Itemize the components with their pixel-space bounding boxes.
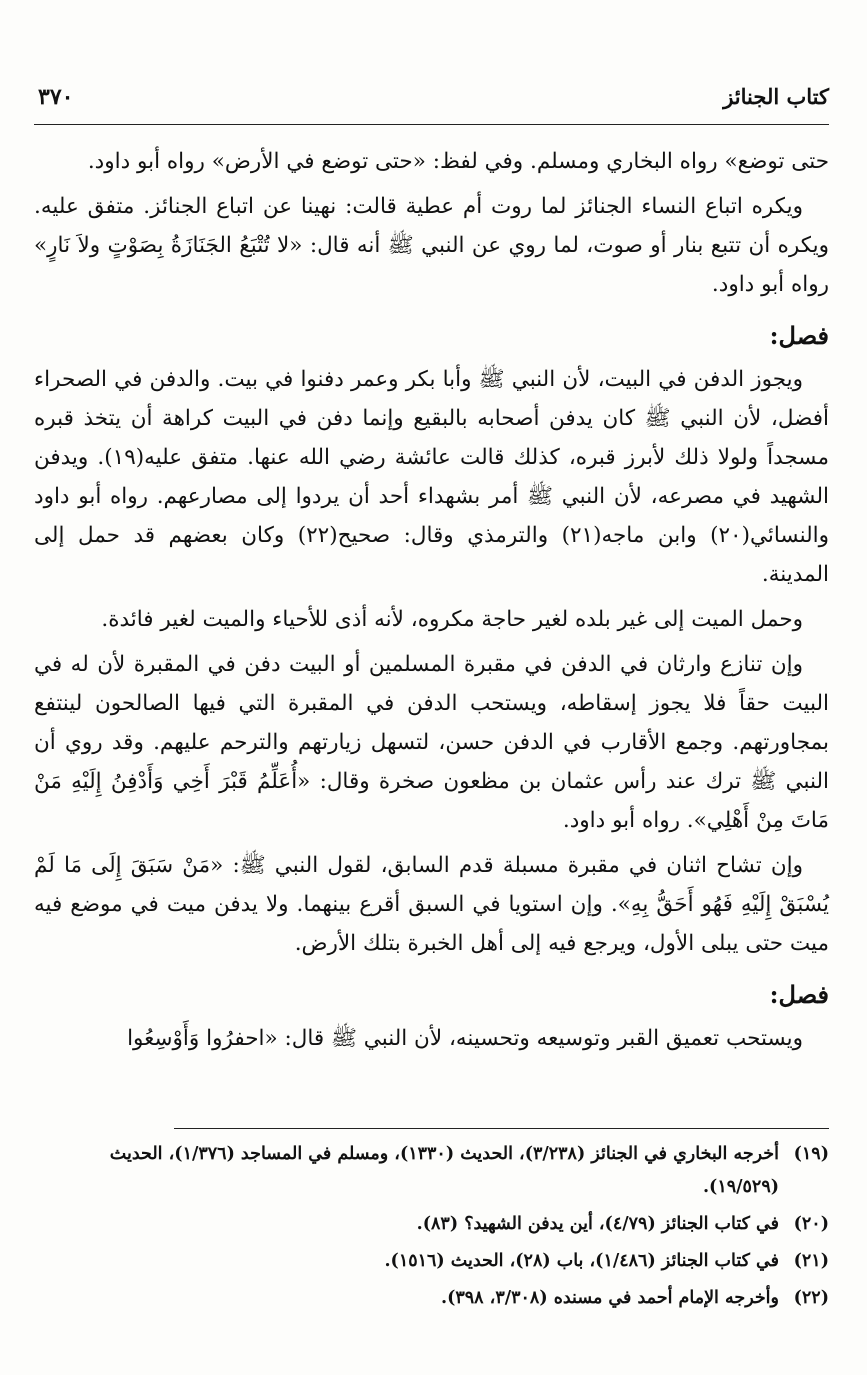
footnote bbox=[34, 1138, 829, 1204]
footnotes bbox=[34, 1138, 829, 1319]
running-title: كتاب الجنائز bbox=[723, 84, 829, 109]
header-rule bbox=[34, 124, 829, 125]
footnote-number: (٢٢) bbox=[793, 1288, 829, 1308]
footnote bbox=[34, 1282, 829, 1315]
footnote-text: وأخرجه الإمام أحمد في مسنده (٣/٣٠٨، ٣٩٨). bbox=[441, 1288, 779, 1308]
section-heading: فصل: bbox=[769, 980, 829, 1009]
footnote-text: أخرجه البخاري في الجنائز (٣/٢٣٨)، الحديث (١٣٣٠)، ومسلم في المساجد (١/٣٧٦)، الحديث (١٩/٥٢٩). bbox=[109, 1144, 779, 1197]
section-heading: فصل: bbox=[769, 321, 829, 350]
footnote-number: (٢١) bbox=[793, 1251, 829, 1271]
footnote-rule bbox=[174, 1128, 829, 1129]
paragraph: وإن تنازع وارثان في الدفن في مقبرة المسلمين أو البيت دفن في المقبرة لأن له في البيت حقاً فلا يجوز إسقاطه، ويستحب الدفن في المقبرة التي فيها الصالحون لينتفع بمجاورتهم. وجمع الأقارب في الدفن حسن، لتسهل زيارتهم والترحم عليهم. وقد روي أن النبي ﷺ ترك عند رأس عثمان بن مظعون صخرة وقال: «أُعَلِّمُ قَبْرَ أَخِي وَأَدْفِنُ إِلَيْهِ مَنْ مَاتَ مِنْ أَهْلِي». رواه أبو داود. bbox=[34, 652, 829, 833]
footnote-text: في كتاب الجنائز (١/٤٨٦)، باب (٢٨)، الحديث (١٥١٦). bbox=[384, 1251, 779, 1271]
main-text bbox=[34, 142, 829, 1064]
footnote-text: في كتاب الجنائز (٤/٧٩)، أين يدفن الشهيد؟ (٨٣). bbox=[416, 1214, 779, 1234]
paragraph: وإن تشاح اثنان في مقبرة مسبلة قدم السابق، لقول النبي ﷺ: «مَنْ سَبَقَ إِلَى مَا لَمْ يُسْبَقْ إِلَيْهِ فَهُو أَحَقُّ بِهِ». وإن استويا في السبق أقرع بينهما. ولا يدفن ميت في موضع فيه ميت حتى يبلى الأول، ويرجع فيه إلى أهل الخبرة بتلك الأرض. bbox=[34, 853, 829, 956]
paragraph: ويكره اتباع النساء الجنائز لما روت أم عطية قالت: نهينا عن اتباع الجنائز. متفق عليه. ويكره أن تتبع بنار أو صوت، لما روي عن النبي ﷺ أنه قال: «لا تُتْبَعُ الجَنَازَةُ بِصَوْتٍ ولاَ نَارٍ» رواه أبو داود. bbox=[34, 194, 829, 297]
page-number: ٣٧٠ bbox=[38, 84, 74, 110]
book-page bbox=[34, 0, 829, 1375]
page-header bbox=[34, 84, 829, 118]
paragraph: حتى توضع» رواه البخاري ومسلم. وفي لفظ: «حتى توضع في الأرض» رواه أبو داود. bbox=[87, 149, 829, 174]
paragraph: وحمل الميت إلى غير بلده لغير حاجة مكروه، لأنه أذى للأحياء والميت لغير فائدة. bbox=[101, 607, 803, 632]
footnote-number: (٢٠) bbox=[793, 1214, 829, 1234]
footnote bbox=[34, 1208, 829, 1241]
footnote-number: (١٩) bbox=[793, 1144, 829, 1164]
footnote bbox=[34, 1245, 829, 1278]
paragraph: ويجوز الدفن في البيت، لأن النبي ﷺ وأبا بكر وعمر دفنوا في بيت. والدفن في الصحراء أفضل، لأن النبي ﷺ كان يدفن أصحابه بالبقيع وإنما دفن في البيت كراهة أن يتخذ قبره مسجداً ولولا ذلك لأبرز قبره، كذلك قالت عائشة رضي الله عنها. متفق عليه(١٩). ويدفن الشهيد في مصرعه، لأن النبي ﷺ أمر بشهداء أحد أن يردوا إلى مصارعهم. رواه أبو داود والنسائي(٢٠) وابن ماجه(٢١) والترمذي وقال: صحيح(٢٢) وكان بعضهم قد حمل إلى المدينة. bbox=[34, 367, 830, 587]
paragraph: ويستحب تعميق القبر وتوسيعه وتحسينه، لأن النبي ﷺ قال: «احفرُوا وَأَوْسِعُوا bbox=[127, 1026, 803, 1051]
